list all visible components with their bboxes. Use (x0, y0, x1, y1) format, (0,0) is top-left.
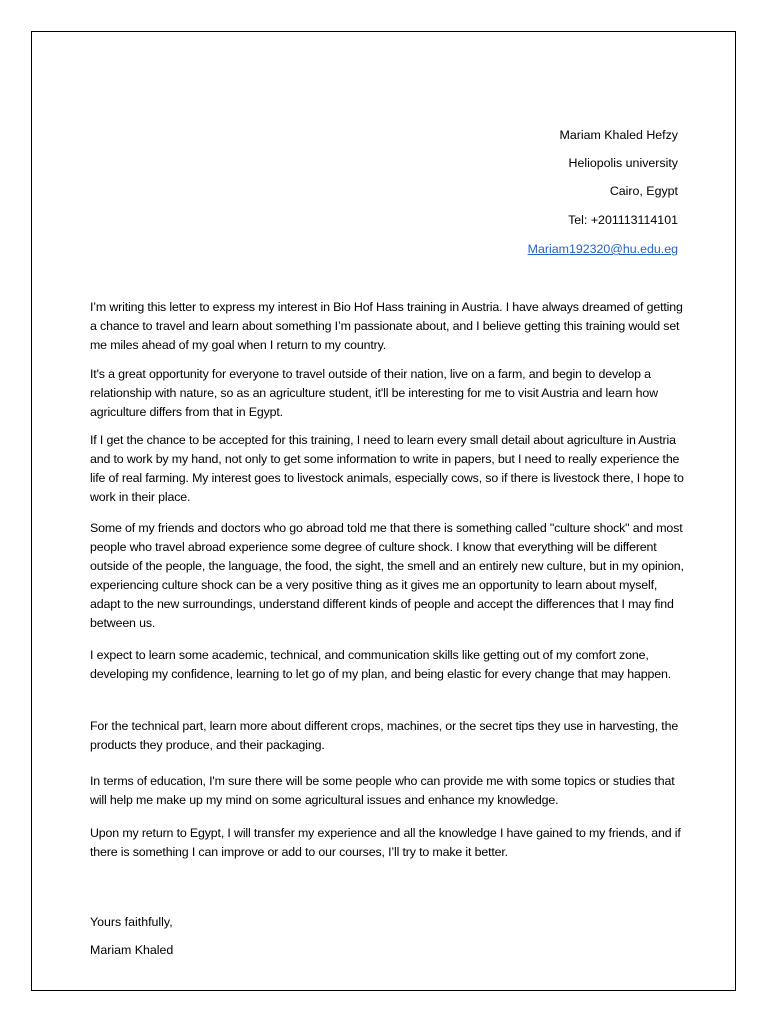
sender-name: Mariam Khaled Hefzy (559, 128, 678, 142)
body-paragraph-6: For the technical part, learn more about different crops, machines, or the secret tips they use in harvesting, the products they produce, and their packaging. (90, 719, 679, 752)
sender-university: Heliopolis university (568, 156, 678, 170)
body-paragraph-8: Upon my return to Egypt, I will transfer my experience and all the knowledge I have gained to my friends, and if there is something I can improve or add to our courses, I’ll try to make it better. (90, 826, 681, 859)
body-paragraph-2: It's a great opportunity for everyone to travel outside of their nation, live on a farm, and begin to develop a relationship with nature, so as an agriculture student, it'll be interesting for me to visit Austria and learn how agriculture differs from that in Egypt. (90, 367, 658, 419)
body-paragraph-5: I expect to learn some academic, technical, and communication skills like getting out of my comfort zone, developing my confidence, learning to let go of my plan, and being elastic for every change that may happen. (90, 648, 671, 681)
letter-page (31, 31, 736, 991)
body-paragraph-4: Some of my friends and doctors who go abroad told me that there is something called "culture shock" and most people who travel abroad experience some degree of culture shock. I know that everything will be different outside of the people, the language, the food, the sight, the smell and an entirely new culture, but in my opinion, experiencing culture shock can be a very positive thing as it gives me an opportunity to learn about myself, adapt to the new surroundings, understand different kinds of people and accept the differences that I may find between us. (90, 521, 684, 630)
sender-telephone: Tel: +201113114101 (568, 213, 678, 227)
body-paragraph-7: In terms of education, I'm sure there will be some people who can provide me with some topics or studies that will help me make up my mind on some agricultural issues and enhance my knowledge. (90, 774, 675, 807)
sender-email-link[interactable]: Mariam192320@hu.edu.eg (527, 242, 678, 256)
body-paragraph-1: I’m writing this letter to express my interest in Bio Hof Hass training in Austria. I have always dreamed of getting a chance to travel and learn about something I’m passionate about, and I believe getting this training would set me miles ahead of my goal when I return to my country. (90, 300, 683, 352)
sender-city: Cairo, Egypt (609, 184, 678, 198)
closing-salutation: Yours faithfully, (90, 915, 173, 929)
closing-signature: Mariam Khaled (90, 943, 174, 957)
body-paragraph-3: If I get the chance to be accepted for this training, I need to learn every small detail about agriculture in Austria and to work by my hand, not only to get some information to write in papers, but I need to really experience the life of real farming. My interest goes to livestock animals, especially cows, so if there is livestock there, I hope to work in their place. (90, 433, 684, 504)
